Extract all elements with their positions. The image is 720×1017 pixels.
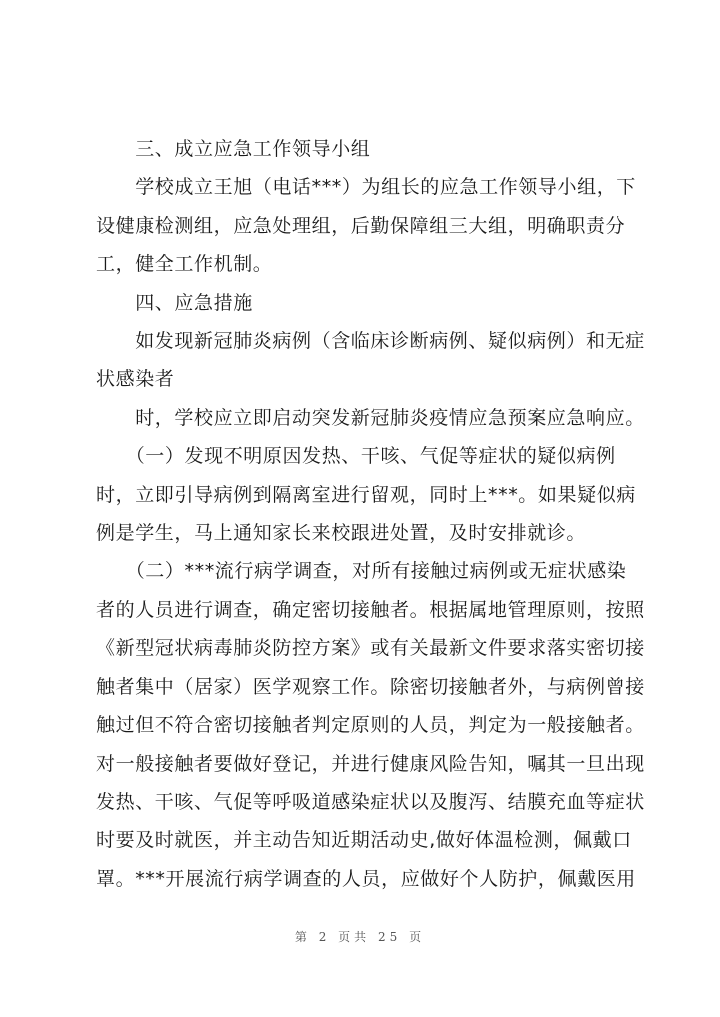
text-line: 时，学校应立即启动突发新冠肺炎疫情应急预案应急响应。: [96, 406, 645, 429]
text-line: 如发现新冠肺炎病例（含临床诊断病例、疑似病例）和无症: [96, 330, 645, 353]
heading-3: 三、成立应急工作领导小组: [96, 138, 371, 160]
heading-4: 四、应急措施: [96, 291, 253, 314]
text-line: 时要及时就医，并主动告知近期活动史,做好体温检测，佩戴口: [96, 829, 632, 852]
text-line: 触者集中（居家）医学观察工作。除密切接触者外，与病例曾接: [96, 675, 645, 698]
document-text: [96, 130, 645, 898]
text-line: 发热、干咳、气促等呼吸道感染症状以及腹泻、结膜充血等症状: [96, 790, 645, 813]
text-line: 触过但不符合密切接触者判定原则的人员，判定为一般接触者。: [96, 714, 645, 737]
text-line: 对一般接触者要做好登记，并进行健康风险告知，嘱其一旦出现: [96, 752, 645, 775]
text-line: 《新型冠状病毒肺炎防控方案》或有关最新文件要求落实密切接: [96, 637, 645, 660]
text-line: 设健康检测组，应急处理组，后勤保障组三大组，明确职责分: [96, 214, 626, 237]
text-line: 学校成立王旭（电话***）为组长的应急工作领导小组，下: [96, 176, 636, 199]
document-body: [96, 130, 645, 898]
text-line: 例是学生，马上通知家长来校跟进处置，及时安排就诊。: [96, 522, 587, 545]
page-number-footer: 第 2 页共 25 页: [294, 930, 426, 944]
text-line: （一）发现不明原因发热、干咳、气促等症状的疑似病例: [96, 445, 616, 468]
text-line: （二）***流行病学调查，对所有接触过病例或无症状感染: [96, 560, 627, 583]
text-line: 罩。***开展流行病学调查的人员，应做好个人防护，佩戴医用: [96, 867, 636, 890]
text-line: 状感染者: [96, 368, 175, 391]
text-line: 者的人员进行调查，确定密切接触者。根据属地管理原则，按照: [96, 598, 645, 621]
text-line: 时，立即引导病例到隔离室进行留观，同时上***。如果疑似病: [96, 483, 636, 506]
text-line: 工，健全工作机制。: [96, 253, 273, 276]
